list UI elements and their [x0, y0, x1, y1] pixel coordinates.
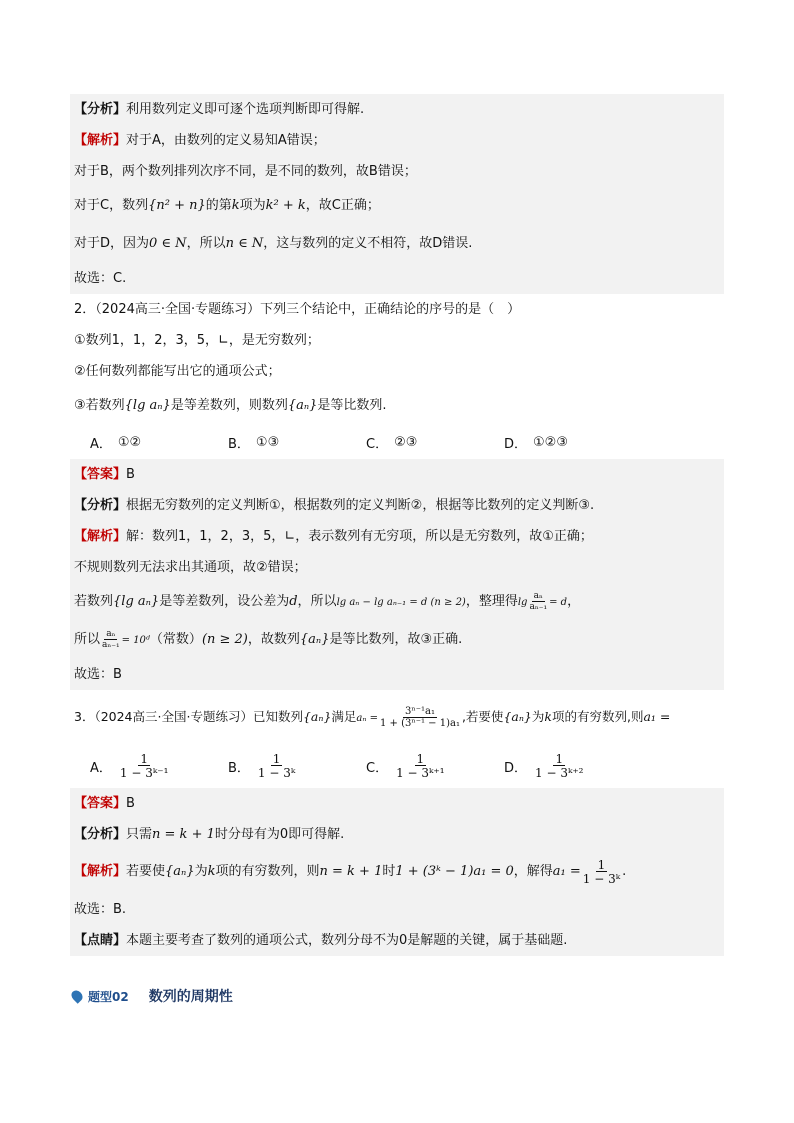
- statement-text: ①数列1，1，2，3，5，∟，是无穷数列；: [74, 333, 320, 348]
- fraction-denominator: 1 − 3ᵏ⁺¹: [396, 766, 445, 780]
- math-var: k: [207, 864, 216, 879]
- text: ，这与数列的定义不相符，故D错误.: [263, 236, 473, 251]
- option-letter: D．: [504, 760, 528, 776]
- math-expr: {aₙ}: [165, 864, 195, 879]
- analysis-text: 根据无穷数列的定义判断①，根据数列的定义判断②，根据等比数列的定义判断③.: [126, 498, 595, 513]
- math-expr: (n ≥ 2): [201, 632, 248, 647]
- answer-text: B: [126, 796, 135, 811]
- section-title: 数列的周期性: [148, 989, 233, 1005]
- option-b[interactable]: [228, 753, 366, 779]
- q3-answer: [70, 788, 724, 819]
- text: ，故数列: [247, 632, 300, 647]
- document-body: [70, 94, 724, 956]
- text: 是等比数列，故③正确.: [329, 632, 463, 647]
- math-expr: {aₙ}: [503, 709, 532, 724]
- math-expr: {aₙ}: [302, 709, 332, 724]
- q2-statement-1: [70, 325, 724, 356]
- fraction-numerator: 1: [555, 752, 564, 766]
- q1-solution-c: [70, 187, 724, 225]
- text: ，故C正确；: [305, 198, 380, 213]
- statement-text: ②任何数列都能写出它的通项公式；: [74, 364, 281, 379]
- option-c[interactable]: [366, 753, 504, 779]
- location-pin-icon: [69, 988, 85, 1004]
- option-text: ①②: [117, 434, 142, 450]
- option-a[interactable]: [90, 753, 228, 779]
- fraction-denominator: 1 + (3ⁿ⁻¹ − 1)a₁: [380, 717, 460, 729]
- text: 是等差数列，则数列: [170, 398, 288, 413]
- math-expr: lg: [517, 597, 528, 608]
- math-var: k: [544, 709, 552, 724]
- option-letter: D．: [504, 436, 528, 452]
- q2-stem: [70, 294, 724, 325]
- math-fraction: [581, 859, 622, 885]
- q2-choose: [70, 659, 724, 690]
- fraction-denominator: 1 − 3ᵏ: [257, 766, 296, 780]
- question-3: [70, 690, 724, 788]
- choose-text: 故选：B.: [74, 902, 127, 917]
- math-expr: n ∈ N: [225, 236, 264, 251]
- answer-tag: 【答案】: [74, 796, 127, 811]
- solution-text: 对于A，由数列的定义易知A错误；: [126, 133, 326, 148]
- text: 为: [531, 709, 545, 724]
- option-letter: B．: [228, 436, 250, 452]
- answer-tag: 【答案】: [74, 467, 127, 482]
- q1-solution-d: [70, 225, 724, 263]
- text: .: [622, 864, 627, 879]
- option-fraction: [118, 753, 170, 779]
- q1-solution-a: [70, 125, 724, 156]
- solution-text: 对于B，两个数列排列次序不同，是不同的数列，故B错误；: [74, 164, 417, 179]
- q3-options: [70, 744, 724, 788]
- q2-solution-2: [70, 552, 724, 583]
- q3-comment: [70, 925, 724, 956]
- choose-text: 故选：B: [74, 667, 122, 682]
- q3-choose: [70, 894, 724, 925]
- fraction-numerator: 1: [140, 752, 148, 766]
- solution-tag: 【解析】: [74, 529, 127, 544]
- option-c[interactable]: [366, 433, 504, 452]
- option-letter: A．: [90, 760, 112, 776]
- section-heading: [72, 986, 233, 1006]
- q2-answer: [70, 459, 724, 490]
- text: 若数列: [74, 594, 114, 609]
- option-text: ①②③: [533, 434, 568, 450]
- text: （常数）: [149, 632, 202, 647]
- math-expr: a₁ =: [552, 864, 581, 879]
- analysis-tag: 【分析】: [74, 102, 127, 117]
- math-expr: n = k + 1: [319, 864, 383, 879]
- math-expr: {aₙ}: [299, 632, 330, 647]
- math-fraction: [378, 707, 462, 729]
- text: 项的有穷数列,则: [551, 709, 644, 724]
- math-expr: {n² + n}: [148, 198, 206, 213]
- text: 只需: [126, 827, 153, 842]
- fraction-numerator: aₙ: [106, 628, 116, 639]
- fraction-denominator: 1 − 3ᵏ: [582, 871, 621, 886]
- option-text: ①③: [255, 434, 280, 450]
- math-expr: 0 ∈ N: [149, 236, 187, 251]
- option-letter: A．: [90, 436, 112, 452]
- math-var: k: [231, 198, 240, 213]
- option-fraction: [533, 753, 585, 779]
- choose-text: 故选：C.: [74, 271, 127, 286]
- text: 若要使: [126, 864, 166, 879]
- answer-text: B: [126, 467, 135, 482]
- analysis-tag: 【分析】: [74, 498, 127, 513]
- section-label: 题型02: [88, 989, 129, 1004]
- question-stem: 2．（2024高三·全国·专题练习）下列三个结论中，正确结论的序号的是（ ）: [74, 302, 521, 317]
- q2-solution-3: [70, 583, 724, 621]
- text: 的第: [205, 198, 232, 213]
- text: ，: [567, 594, 581, 609]
- math-expr: = 10ᵈ: [121, 635, 150, 646]
- option-b[interactable]: [228, 433, 366, 452]
- text: 是等比数列.: [317, 398, 387, 413]
- option-fraction: [256, 753, 297, 779]
- fraction-numerator: 1: [272, 752, 281, 766]
- math-var: d: [289, 594, 298, 609]
- text: 为: [194, 864, 208, 879]
- q1-solution-block: [70, 94, 724, 294]
- math-fraction: [527, 592, 549, 612]
- option-text: ②③: [394, 434, 418, 450]
- text: 对于D，因为: [74, 236, 150, 251]
- q3-stem: [70, 690, 724, 744]
- text: ，所以: [186, 236, 226, 251]
- q2-solution-1: [70, 521, 724, 552]
- text: 时: [382, 864, 396, 879]
- text: 项为: [239, 198, 266, 213]
- text: ，解得: [513, 864, 553, 879]
- q2-options: [70, 425, 724, 459]
- math-expr: lg aₙ − lg aₙ₋₁ = d (n ≥ 2): [336, 597, 466, 608]
- option-fraction: [394, 753, 446, 779]
- math-expr: a₁ =: [643, 709, 671, 724]
- option-letter: B．: [228, 760, 250, 776]
- option-a[interactable]: [90, 433, 228, 452]
- fraction-numerator: 1: [416, 752, 425, 766]
- math-expr: {aₙ}: [287, 398, 318, 413]
- math-expr: aₙ =: [356, 713, 378, 724]
- solution-text: 不规则数列无法求出其通项，故②错误；: [74, 560, 307, 575]
- q1-analysis: [70, 94, 724, 125]
- q2-solution-block: [70, 459, 724, 690]
- text: 所以: [74, 632, 101, 647]
- text: 项的有穷数列，则: [215, 864, 320, 879]
- math-expr: k² + k: [265, 198, 306, 213]
- text: ③若数列: [74, 398, 125, 413]
- option-d[interactable]: [504, 753, 642, 779]
- text: 对于C，数列: [74, 198, 149, 213]
- text: ，整理得: [465, 594, 518, 609]
- option-letter: C．: [366, 436, 389, 452]
- q3-solution-block: [70, 788, 724, 956]
- option-d[interactable]: [504, 433, 642, 452]
- text: 是等差数列，设公差为: [159, 594, 290, 609]
- fraction-denominator: aₙ₋₁: [102, 639, 120, 650]
- comment-tag: 【点睛】: [74, 933, 127, 948]
- fraction-denominator: aₙ₋₁: [529, 601, 548, 612]
- q3-analysis: [70, 819, 724, 850]
- math-expr: = d: [549, 597, 568, 608]
- analysis-text: 利用数列定义即可逐个选项判断即可得解.: [126, 102, 365, 117]
- fraction-denominator: 1 − 3ᵏ⁻¹: [119, 766, 169, 780]
- math-fraction: [100, 630, 122, 650]
- text: ，所以: [297, 594, 337, 609]
- solution-text: 解：数列1，1，2，3，5，∟，表示数列有无穷项，所以是无穷数列，故①正确；: [126, 529, 593, 544]
- option-letter: C．: [366, 760, 389, 776]
- q3-solution: [70, 850, 724, 894]
- analysis-tag: 【分析】: [74, 827, 127, 842]
- fraction-numerator: 3ⁿ⁻¹a₁: [405, 705, 435, 717]
- math-expr: {lg aₙ}: [124, 398, 171, 413]
- q1-solution-b: [70, 156, 724, 187]
- question-stem: 3．（2024高三·全国·专题练习）已知数列: [74, 709, 303, 724]
- q2-statement-3: [70, 387, 724, 425]
- text: ,若要使: [461, 709, 504, 724]
- q2-solution-4: [70, 621, 724, 659]
- math-expr: n = k + 1: [152, 827, 215, 842]
- fraction-denominator: 1 − 3ᵏ⁺²: [535, 766, 584, 780]
- question-2: [70, 294, 724, 459]
- q2-analysis: [70, 490, 724, 521]
- math-expr: {lg aₙ}: [113, 594, 160, 609]
- fraction-numerator: aₙ: [533, 590, 543, 601]
- q2-statement-2: [70, 356, 724, 387]
- text: 满足: [331, 709, 357, 724]
- solution-tag: 【解析】: [74, 133, 127, 148]
- math-expr: 1 + (3ᵏ − 1)a₁ = 0: [395, 864, 514, 879]
- comment-text: 本题主要考查了数列的通项公式，数列分母不为0是解题的关键，属于基础题.: [126, 933, 568, 948]
- text: 时分母有为0即可得解.: [214, 827, 345, 842]
- q1-choose: [70, 263, 724, 294]
- fraction-numerator: 1: [597, 857, 606, 872]
- solution-tag: 【解析】: [74, 864, 127, 879]
